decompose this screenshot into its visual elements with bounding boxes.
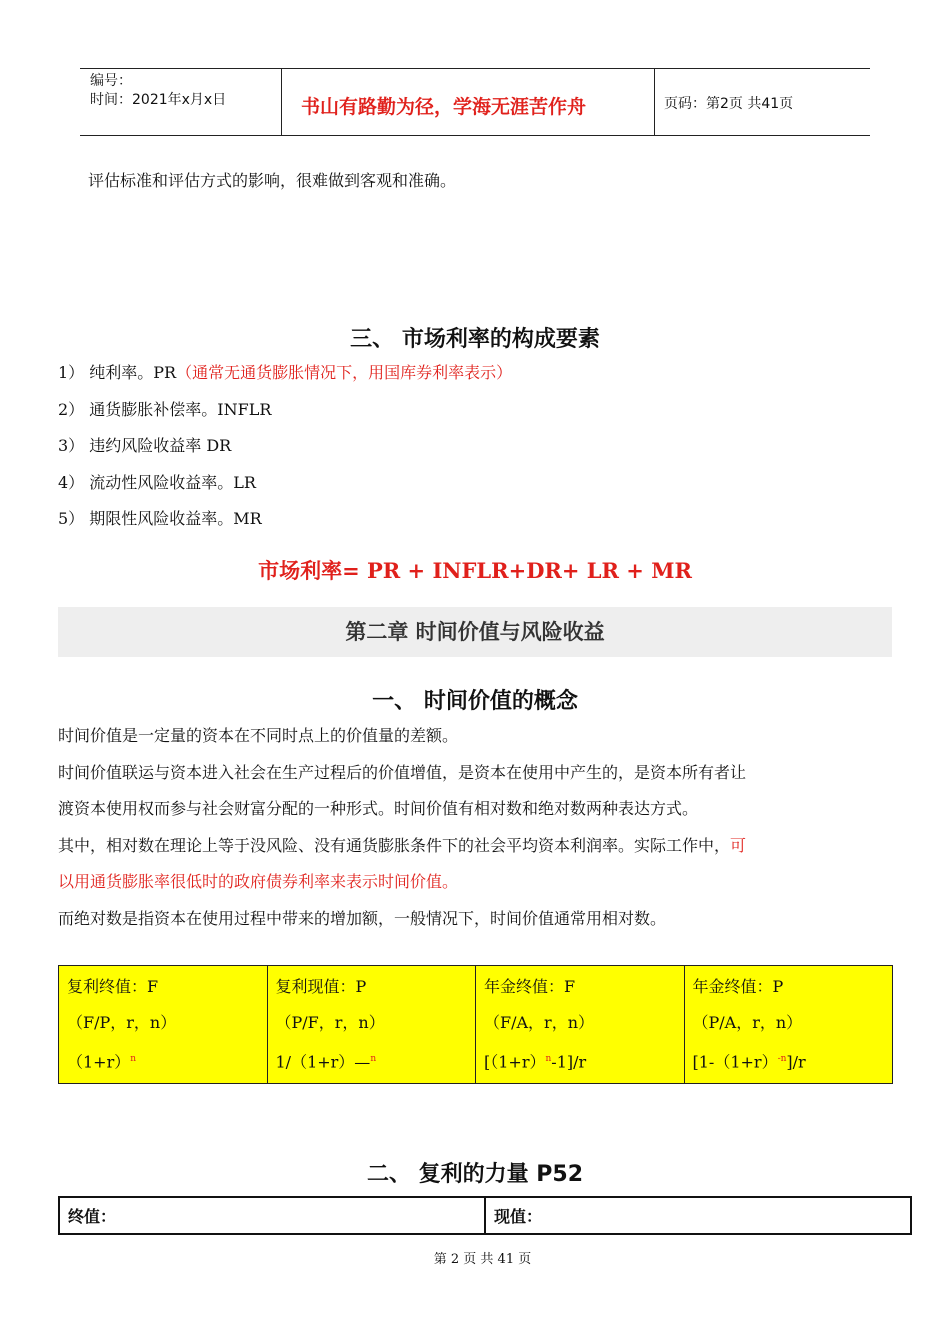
- table-header-cell: 终值：: [59, 1197, 485, 1234]
- list-item: [58, 355, 512, 392]
- expr-base: 1/（1+r）—: [275, 1052, 371, 1072]
- formula-expression: [484, 1041, 676, 1080]
- formula-expression: [693, 1041, 885, 1080]
- header-divider-left: [281, 68, 282, 135]
- chapter-heading-band: [58, 607, 892, 657]
- header-page-label: 页码：第2页 共41页: [664, 96, 794, 112]
- paragraph: [58, 828, 746, 865]
- table-row: [59, 966, 893, 1084]
- table-header-cell: 现值：: [485, 1197, 911, 1234]
- paragraph-text: 其中，相对数在理论上等于没风险、没有通货膨胀条件下的社会平均资本利润率。实际工作中，: [58, 836, 731, 855]
- paragraph: 而绝对数是指资本在使用过程中带来的增加额，一般情况下，时间价值通常用相对数。: [58, 909, 667, 928]
- expr-exponent: -n: [777, 1054, 787, 1064]
- page-footer: 第 2 页 共 41 页: [433, 1252, 532, 1267]
- table-cell: [684, 966, 893, 1084]
- expr-tail: -1]/r: [551, 1052, 587, 1072]
- section3-title: 三、 市场利率的构成要素: [350, 327, 600, 352]
- formula-symbol: （F/A，r，n）: [484, 1013, 595, 1032]
- list-item-note: （通常无通货膨胀情况下，用国库券利率表示）: [176, 363, 513, 382]
- formula-name: 复利现值：P: [275, 977, 367, 996]
- formula-symbol: （P/F，r，n）: [275, 1013, 385, 1032]
- expr-base: [（1+r）: [484, 1052, 546, 1072]
- expr-exponent: n: [545, 1054, 552, 1064]
- list-item: 5） 期限性风险收益率。MR: [58, 509, 262, 528]
- header-number: 编号：: [90, 73, 132, 89]
- intro-line: 评估标准和评估方式的影响，很难做到客观和准确。: [88, 171, 457, 190]
- formula-name: 复利终值：F: [67, 977, 159, 996]
- table-cell: [476, 966, 685, 1084]
- market-rate-formula: 市场利率= PR + INFLR+DR+ LR + MR: [258, 558, 692, 583]
- section2-title: 二、 复利的力量 P52: [366, 1162, 584, 1187]
- table-cell: [267, 966, 476, 1084]
- header-date: 时间：2021年x月x日: [90, 92, 227, 108]
- paragraph: 渡资本使用权而参与社会财富分配的一种形式。时间价值有相对数和绝对数两种表达方式。: [58, 799, 699, 818]
- expr-base: （1+r）: [67, 1052, 131, 1072]
- formula-name: 年金终值：F: [484, 977, 576, 996]
- table-row: [59, 1197, 911, 1234]
- expr-tail: ]/r: [786, 1052, 806, 1072]
- header-bottom-rule: [80, 135, 870, 136]
- formula-symbol: （F/P，r，n）: [67, 1013, 177, 1032]
- paragraph-highlight: 以用通货膨胀率很低时的政府债券利率来表示时间价值。: [58, 872, 459, 891]
- expr-exponent: n: [370, 1054, 377, 1064]
- header-divider-right: [654, 68, 655, 135]
- formula-name: 年金终值：P: [692, 977, 784, 996]
- list-item: 2） 通货膨胀补偿率。INFLR: [58, 400, 272, 419]
- paragraph: 时间价值是一定量的资本在不同时点上的价值量的差额。: [58, 726, 459, 745]
- list-item: 3） 违约风险收益率 DR: [58, 436, 232, 455]
- list-item-text: 1） 纯利率。PR: [58, 363, 177, 382]
- paragraph: 时间价值联运与资本进入社会在生产过程后的价值增值，是资本在使用中产生的，是资本所有者让: [58, 763, 747, 782]
- formula-table: [58, 965, 893, 1084]
- compound-table: [58, 1196, 912, 1235]
- expr-exponent: n: [130, 1054, 137, 1064]
- paragraph-highlight: 可: [730, 836, 747, 855]
- expr-base: [1-（1+r）: [692, 1052, 778, 1072]
- chapter-title: 第二章 时间价值与风险收益: [345, 620, 605, 644]
- formula-expression: [67, 1041, 259, 1080]
- section1-title: 一、 时间价值的概念: [372, 689, 578, 714]
- header-top-rule: [80, 68, 870, 69]
- table-cell: [59, 966, 268, 1084]
- list-item: 4） 流动性风险收益率。LR: [58, 473, 256, 492]
- header-motto: 书山有路勤为径，学海无涯苦作舟: [301, 96, 587, 118]
- formula-expression: [276, 1041, 468, 1080]
- formula-symbol: （P/A，r，n）: [692, 1013, 803, 1032]
